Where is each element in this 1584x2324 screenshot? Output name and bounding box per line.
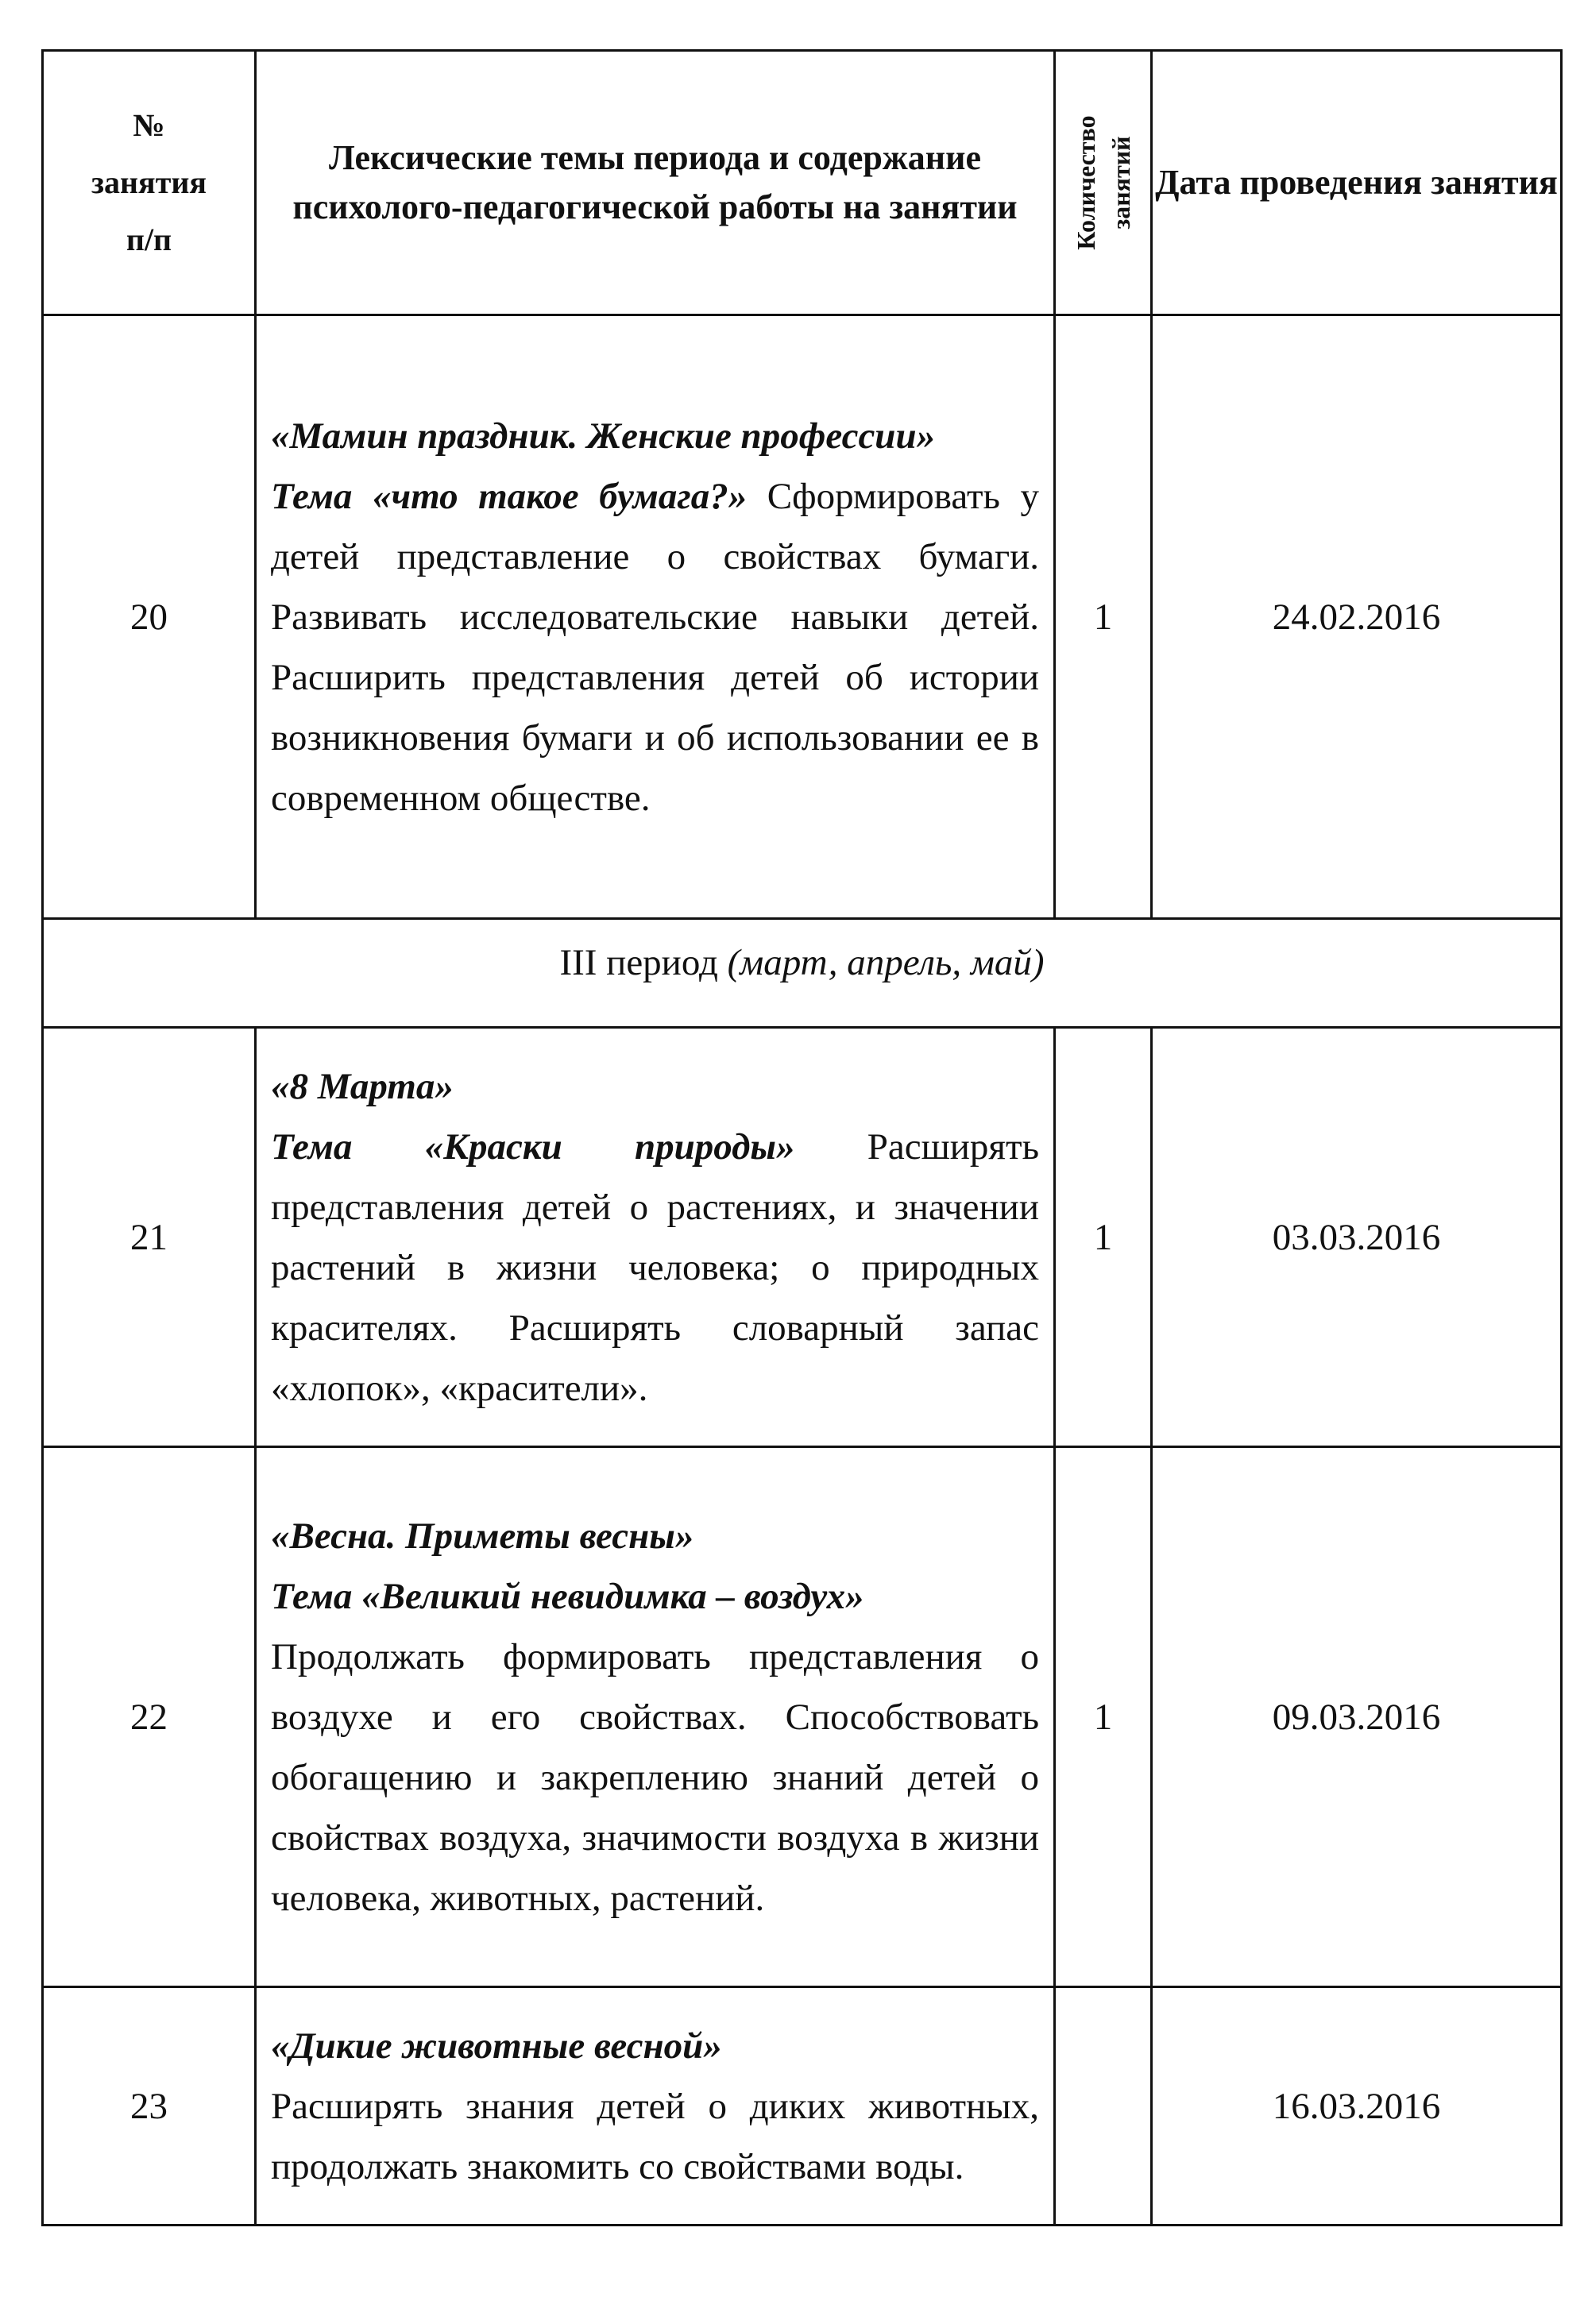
period-months: (март, апрель, май) [727,942,1045,983]
lesson-title: «8 Марта» [271,1065,454,1107]
lesson-count: 1 [1055,315,1152,919]
lesson-theme: Тема «Великий невидимка – воздух» [271,1575,864,1617]
lesson-description: Расширять знания детей о диких животных, продолжать знакомить со свойствами воды. [271,2085,1039,2187]
lesson-description: Продолжать формировать представления о воздухе и его свойствах. Способствовать обогащению и закреплению знаний детей о свойствах воздуха, значимости воздуха в жизни человека, животных, растений. [271,1635,1039,1919]
lesson-plan-table [41,49,1563,2226]
header-number-sign: № [133,107,165,143]
table-header-row [43,51,1562,315]
lesson-count: 1 [1055,1447,1152,1987]
lesson-count: 1 [1055,1028,1152,1447]
lesson-topic [256,1987,1055,2226]
lesson-description: Сформировать у детей представление о свойствах бумаги. Развивать исследовательские навыки детей. Расширить представления детей об истории возникновения бумаги и об использовании ее в современном обществе. [271,475,1039,819]
table-row [43,1987,1562,2226]
lesson-title: «Весна. Приметы весны» [271,1515,694,1557]
lesson-title: «Дикие животные весной» [271,2025,722,2067]
period-name: III период [559,942,718,983]
lesson-date: 03.03.2016 [1152,1028,1562,1447]
lesson-date: 24.02.2016 [1152,315,1562,919]
lesson-theme: Тема «Краски природы» [271,1125,795,1168]
header-date: Дата проведения занятия [1152,51,1562,315]
header-lesson-number [43,51,256,315]
lesson-theme: Тема «что такое бумага?» [271,475,748,517]
lesson-topic [256,1447,1055,1987]
lesson-number: 20 [43,315,256,919]
period-label [43,919,1562,1028]
period-row [43,919,1562,1028]
lesson-title: «Мамин праздник. Женские профессии» [271,415,936,457]
header-lesson-count [1055,51,1152,315]
table-row [43,1028,1562,1447]
lesson-description: Расширять представления детей о растениях, и значении растений в жизни человека; о природных красителях. Расширять словарный запас «хлопок», «красители». [271,1125,1039,1409]
header-lesson-count-label: Количество занятий [1071,115,1135,250]
lesson-topic [256,1028,1055,1447]
lesson-count [1055,1987,1152,2226]
lesson-date: 09.03.2016 [1152,1447,1562,1987]
table-row [43,1447,1562,1987]
lesson-number: 23 [43,1987,256,2226]
lesson-topic [256,315,1055,919]
header-number-word: занятия [91,164,207,200]
lesson-number: 22 [43,1447,256,1987]
lesson-number: 21 [43,1028,256,1447]
table-row [43,315,1562,919]
header-number-abbr: п/п [126,222,172,257]
header-topics: Лексические темы периода и содержание психолого-педагогической работы на занятии [256,51,1055,315]
lesson-date: 16.03.2016 [1152,1987,1562,2226]
